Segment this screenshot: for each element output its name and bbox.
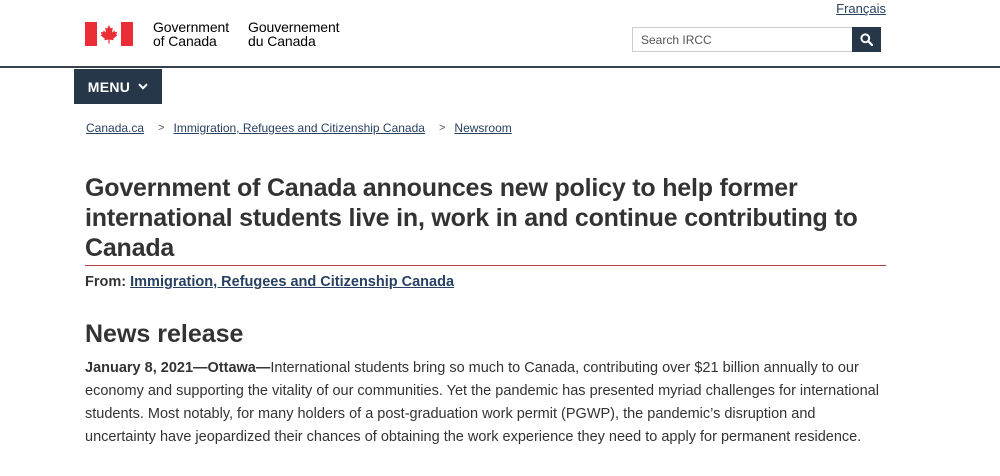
breadcrumb-separator: > [158,122,165,134]
canada-flag-icon [85,22,133,46]
from-department-line [85,274,454,290]
breadcrumb-ircc[interactable]: Immigration, Refugees and Citizenship Canada [173,121,425,135]
page-title: Government of Canada announces new policy to help former international students live in, work in and continue contributing to Canada [85,174,858,262]
government-signature[interactable] [85,20,358,48]
breadcrumb-newsroom[interactable]: Newsroom [454,121,512,135]
article-paragraph [85,357,890,449]
news-release-heading: News release [85,320,244,348]
signature-french: Gouvernement du Canada [248,19,340,49]
chevron-down-icon [138,83,148,90]
header-divider [0,66,1000,68]
from-department-link[interactable]: Immigration, Refugees and Citizenship Canada [130,274,455,290]
breadcrumb-canada-ca[interactable]: Canada.ca [86,121,145,135]
search-bar [632,27,881,52]
from-label: From: [85,274,127,290]
menu-button[interactable] [74,69,162,104]
menu-label: MENU [87,78,131,95]
search-input[interactable] [632,27,852,52]
dateline: January 8, 2021—Ottawa— [85,360,271,376]
breadcrumb [86,121,512,135]
title-underline [85,265,886,266]
language-toggle-link[interactable]: Français [836,1,886,16]
article-body-text: International students bring so much to Canada, contributing over $21 billion annually to our economy and supporting the vitality of our communities. Yet the pandemic has presented myriad challenges for international students. Most notably, for many holders of a post-graduation work permit (PGWP), the pandemic’s disruption and uncertainty have jeopardized their chances of obtaining the work experience they need to apply for permanent residence. [85,360,879,445]
search-button[interactable] [852,27,881,52]
search-icon [860,33,873,46]
signature-english: Government of Canada [153,19,230,49]
breadcrumb-separator: > [438,122,446,134]
